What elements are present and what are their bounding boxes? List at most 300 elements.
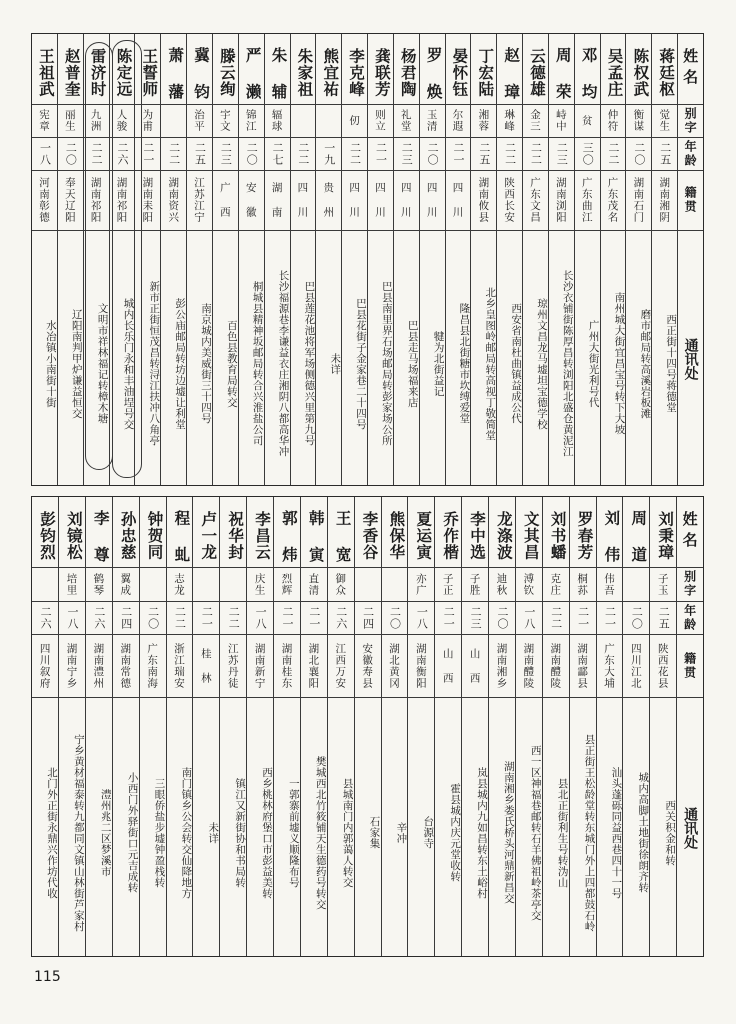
record-column — [112, 497, 139, 956]
record-name: 王祖武 — [36, 48, 56, 98]
record-column — [273, 497, 300, 956]
record-name: 蒋廷枢 — [657, 48, 677, 98]
record-address: 琼州文昌龙马墟坦宝德学校 — [535, 297, 548, 430]
record-age: 一八 — [65, 605, 79, 630]
record-alias: 琳峰 — [503, 109, 516, 132]
record-origin: 四川叙府 — [38, 642, 51, 689]
record-alias: 御众 — [334, 572, 347, 596]
record-column — [192, 497, 219, 956]
record-alias: 鹤琴 — [92, 572, 105, 596]
record-column — [470, 34, 496, 485]
record-column — [109, 34, 135, 485]
record-origin: 安徽寿县 — [361, 642, 374, 689]
record-address: 澧州兆二区梦溪市 — [99, 788, 112, 877]
record-column — [160, 34, 186, 485]
record-column — [407, 497, 434, 956]
record-origin: 四 川 — [296, 182, 309, 218]
record-origin: 贵 州 — [322, 182, 335, 218]
record-column — [625, 34, 651, 485]
record-age: 二一 — [451, 141, 465, 166]
record-alias: 觉生 — [658, 109, 671, 132]
record-column — [139, 497, 166, 956]
record-alias: 峙中 — [554, 109, 567, 132]
record-alias: 衡谋 — [632, 109, 645, 132]
record-name: 晏怀钰 — [450, 48, 470, 98]
top-table-columns — [32, 34, 703, 485]
record-column — [58, 497, 85, 956]
record-address: 北门外正街永鼎兴作坊代收 — [46, 766, 58, 899]
record-alias: 人骏 — [115, 109, 128, 132]
record-column — [212, 34, 238, 485]
record-address: 南州城大街宜昌宝号转下大坡 — [613, 292, 626, 435]
record-column — [341, 34, 367, 485]
record-age: 二〇 — [245, 141, 259, 166]
record-alias: 贫 — [580, 114, 593, 127]
record-name: 赵 璋 — [502, 46, 522, 100]
header-alias: 别字 — [683, 106, 698, 135]
record-age: 二〇 — [495, 605, 509, 630]
record-age: 一八 — [38, 141, 52, 166]
record-age: 二六 — [334, 605, 348, 630]
record-origin: 湖南澧州 — [92, 642, 105, 689]
record-name: 刘镜松 — [64, 511, 84, 561]
record-origin: 江苏江宁 — [193, 177, 206, 223]
record-origin: 湖南桂东 — [280, 642, 293, 689]
record-address: 巴县花街子金家巷二十四号 — [355, 297, 368, 430]
record-column — [264, 34, 290, 485]
record-age: 二六 — [39, 605, 53, 630]
record-alias — [140, 567, 166, 601]
record-alias: 宇文 — [218, 109, 231, 132]
record-name: 朱 辅 — [269, 46, 289, 100]
record-origin: 广东茂名 — [606, 177, 619, 223]
record-address: 岚县城内九如昌转东土峪村 — [476, 766, 488, 899]
record-column — [649, 497, 676, 956]
record-address: 湖南湘乡娄氏桥头河鼎新昌交 — [502, 761, 515, 904]
record-address: 桐城县精神坂邮局转合兴淮盐公司 — [251, 281, 264, 446]
record-origin: 广 西 — [218, 182, 231, 218]
record-address: 北乡皇图岭邮局转高视丁敬简堂 — [484, 286, 497, 441]
record-name: 王誓师 — [140, 48, 160, 98]
record-address: 犍为北街益记 — [432, 330, 445, 397]
record-origin: 湖北黄冈 — [387, 642, 400, 689]
record-address: 辛冲 — [395, 821, 408, 844]
record-alias: 志龙 — [172, 572, 185, 596]
record-name: 龚联芳 — [372, 48, 392, 98]
bottom-table-columns — [32, 497, 703, 956]
record-age: 二二 — [529, 141, 543, 166]
record-age: 二二 — [296, 141, 310, 166]
record-name: 丁宏陆 — [476, 48, 496, 98]
record-name: 熊宜祐 — [321, 48, 341, 98]
record-origin: 四 川 — [451, 182, 464, 218]
divider — [32, 567, 703, 568]
record-alias: 尔遐 — [451, 109, 464, 132]
record-age: 二〇 — [64, 141, 78, 166]
record-origin: 奉天辽阳 — [63, 177, 76, 223]
record-address: 磨市邮局转高溪岩板滩 — [639, 308, 652, 419]
record-address: 新市正街恒茂昌转浔江扶冲八角亭 — [148, 281, 161, 446]
record-name: 彭钧烈 — [38, 511, 57, 561]
record-age: 二五 — [658, 141, 672, 166]
record-name: 罗 焕 — [424, 46, 444, 100]
record-age: 二二 — [90, 141, 104, 166]
record-alias: 迪秋 — [495, 572, 508, 596]
header-address: 通讯处 — [682, 806, 699, 849]
record-column — [496, 34, 522, 485]
header-name: 姓名 — [680, 511, 699, 553]
record-column — [367, 34, 393, 485]
record-age: 二一 — [603, 605, 617, 630]
record-address: 长沙衣铺街陈厚昌转浏阳北盛仓黄泥江 — [561, 270, 574, 457]
record-address: 南门镇乡公会转交仙降地方 — [180, 766, 193, 899]
record-column — [32, 497, 58, 956]
record-column — [419, 34, 445, 485]
record-address: 小西门外驿街口元吉成转 — [126, 772, 139, 893]
record-column — [300, 497, 327, 956]
record-name: 祝华封 — [226, 511, 246, 561]
record-alias: 子正 — [441, 572, 454, 596]
divider — [32, 230, 703, 231]
record-alias: 培里 — [65, 572, 78, 596]
record-column — [434, 497, 461, 956]
record-address: 辽阳南判甲炉谦益恒交 — [70, 308, 83, 419]
header-address: 通讯处 — [682, 337, 699, 380]
record-column — [315, 34, 341, 485]
record-age: 二一 — [200, 605, 214, 630]
record-alias: 桐荪 — [576, 572, 589, 596]
record-column — [290, 34, 316, 485]
record-address: 镇江又新街协和书局转 — [234, 777, 247, 888]
record-age: 二四 — [361, 605, 375, 630]
record-origin: 湖北襄阳 — [307, 642, 320, 689]
record-name: 雷济时 — [88, 48, 108, 98]
record-origin: 湖南石门 — [632, 177, 645, 223]
record-column — [574, 34, 600, 485]
record-alias: 伟吾 — [602, 572, 615, 596]
record-name: 韩 寅 — [306, 509, 326, 563]
record-origin: 湖南攸县 — [477, 177, 490, 223]
record-alias: 治平 — [193, 109, 206, 132]
record-address: 县正街王松龄堂转东城门外上四都鼓石岭 — [583, 733, 596, 932]
record-alias: 克庄 — [549, 572, 562, 596]
record-alias: 庆生 — [253, 572, 266, 596]
record-name: 卢一龙 — [199, 511, 219, 561]
record-age: 二二 — [549, 605, 563, 630]
record-address: 城内高脚土地街徐朗齐转 — [637, 772, 650, 893]
record-origin: 湖南祁阳 — [115, 177, 128, 223]
record-name: 乔作楷 — [441, 511, 461, 561]
record-origin: 湖南耒阳 — [141, 177, 154, 223]
record-name: 云德雄 — [527, 48, 547, 98]
record-name: 李克峰 — [347, 48, 367, 98]
record-origin: 广东曲江 — [580, 177, 593, 223]
header-origin: 籍贯 — [682, 651, 697, 680]
record-age: 二四 — [119, 605, 133, 630]
record-age: 二〇 — [630, 605, 644, 630]
record-name: 王 宽 — [333, 509, 353, 563]
record-origin: 四 川 — [425, 182, 438, 218]
record-origin: 湖南醴陵 — [549, 642, 562, 689]
record-origin: 四 川 — [348, 182, 361, 218]
record-name: 夏运寅 — [414, 511, 434, 561]
record-column — [354, 497, 381, 956]
record-age: 二五 — [477, 141, 491, 166]
record-origin: 四 川 — [399, 182, 412, 218]
record-address: 文明市祥林福记转樟木塘 — [96, 303, 109, 424]
record-alias: 玉清 — [425, 109, 438, 132]
record-name: 文其昌 — [521, 511, 541, 561]
record-address: 南京城内美威街三十四号 — [199, 303, 212, 424]
record-origin: 湖南湘阴 — [658, 177, 671, 223]
record-age: 二二 — [173, 605, 187, 630]
record-alias: 仞 — [348, 114, 361, 127]
record-name: 朱家祖 — [295, 48, 315, 98]
record-column — [488, 497, 515, 956]
record-address: 西一区神福巷邮转石羊佛祖岭茶亭交 — [529, 744, 542, 921]
divider — [32, 137, 703, 138]
record-address: 西安省南杜曲镇益成公代 — [510, 303, 523, 424]
record-age: 二三 — [400, 141, 414, 166]
record-column — [381, 497, 408, 956]
record-alias — [382, 567, 408, 601]
record-name: 冀 钧 — [191, 46, 211, 100]
record-age: 二一 — [141, 141, 155, 166]
record-address: 石家集 — [368, 816, 381, 849]
divider — [32, 601, 703, 602]
record-age: 二二 — [227, 605, 241, 630]
record-alias: 烈辉 — [280, 572, 293, 596]
record-alias: 丽生 — [63, 109, 76, 132]
bottom-table — [31, 496, 704, 957]
record-alias: 辐球 — [270, 109, 283, 132]
record-address: 巴县走马场福来店 — [406, 319, 419, 408]
record-alias — [291, 104, 316, 137]
record-column — [166, 497, 193, 956]
record-column — [651, 34, 677, 485]
record-origin: 陕西花县 — [656, 642, 669, 689]
record-column — [596, 497, 623, 956]
record-age: 二二 — [348, 141, 362, 166]
record-alias: 翼成 — [119, 572, 132, 596]
record-age: 一八 — [522, 605, 536, 630]
record-age: 二〇 — [632, 141, 646, 166]
record-origin: 湖南湘乡 — [495, 642, 508, 689]
divider — [32, 104, 703, 105]
record-name: 孙忠慈 — [118, 511, 138, 561]
record-age: 二〇 — [426, 141, 440, 166]
header-age: 年龄 — [682, 603, 697, 632]
record-age: 二一 — [442, 605, 456, 630]
record-column — [83, 34, 109, 485]
record-origin: 广东文昌 — [529, 177, 542, 223]
record-name: 陈权武 — [631, 48, 651, 98]
record-age: 一九 — [322, 141, 336, 166]
record-name: 李香谷 — [360, 511, 380, 561]
record-address: 霍县城内庆元堂收转 — [449, 783, 462, 882]
page-number: 115 — [34, 969, 61, 985]
record-address: 广州大街光利号代 — [587, 319, 600, 408]
record-age: 二一 — [374, 141, 388, 166]
record-origin: 江西万安 — [334, 642, 347, 689]
record-address: 彭公庙邮局转坊边墟让利堂 — [174, 297, 187, 430]
record-column — [461, 497, 488, 956]
record-origin: 湖南常德 — [119, 642, 132, 689]
record-name: 陈定远 — [114, 48, 134, 98]
record-column — [246, 497, 273, 956]
record-column — [445, 34, 471, 485]
record-column — [186, 34, 212, 485]
record-alias: 仲符 — [606, 109, 619, 132]
record-address: 汕头蓬砾同益西巷四十一号 — [610, 766, 623, 899]
record-name: 李 尊 — [91, 509, 111, 563]
record-origin: 湖南衡阳 — [414, 642, 427, 689]
header-column — [677, 34, 703, 485]
record-column — [219, 497, 246, 956]
record-age: 二六 — [116, 141, 130, 166]
record-address: 未详 — [207, 821, 220, 844]
header-name: 姓名 — [681, 48, 700, 90]
record-alias: 则立 — [373, 109, 386, 132]
record-alias — [220, 567, 246, 601]
record-column — [542, 497, 569, 956]
record-alias: 湘蓉 — [477, 109, 490, 132]
record-alias — [161, 104, 186, 137]
record-column — [57, 34, 83, 485]
record-age: 二五 — [657, 605, 671, 630]
record-address: 县北正街利生号转沩山 — [556, 777, 569, 888]
record-name: 刘 伟 — [602, 509, 622, 563]
header-age: 年龄 — [683, 139, 698, 168]
record-alias: 礼堂 — [399, 109, 412, 132]
record-column — [134, 34, 160, 485]
record-age: 二三 — [219, 141, 233, 166]
header-alias: 别字 — [682, 570, 697, 598]
record-column — [238, 34, 264, 485]
record-alias — [193, 567, 219, 601]
record-age: 二三 — [555, 141, 569, 166]
record-age: 二五 — [193, 141, 207, 166]
record-age: 二一 — [280, 605, 294, 630]
record-origin: 山 西 — [468, 647, 481, 684]
record-age: 二三 — [469, 605, 483, 630]
record-name: 李昌云 — [253, 511, 272, 561]
record-origin: 四 川 — [373, 182, 386, 218]
record-address: 西乡桃林府堡口市彭益美转 — [261, 766, 273, 899]
record-column — [569, 497, 596, 956]
record-alias: 亦广 — [414, 572, 427, 596]
header-origin: 籍贯 — [683, 186, 698, 214]
record-alias: 锦江 — [244, 109, 257, 132]
record-origin: 河南彰德 — [37, 177, 50, 223]
record-column — [327, 497, 354, 956]
record-address: 百色县教育局转交 — [225, 319, 238, 408]
divider — [32, 697, 703, 698]
record-origin: 湖 南 — [270, 182, 283, 218]
record-origin: 湖南新宁 — [253, 642, 266, 689]
record-origin: 广东大埔 — [602, 642, 615, 689]
record-address: 巴县莲花池将军场侧德兴里第九号 — [303, 281, 316, 446]
record-address: 西正街十四号蒋德堂 — [665, 314, 678, 413]
record-name: 邓 均 — [579, 46, 599, 100]
record-origin: 湖南醴陵 — [522, 642, 535, 689]
record-name: 滕云绚 — [217, 48, 237, 98]
record-origin: 广东南海 — [146, 642, 159, 689]
record-name: 严 濑 — [243, 46, 263, 100]
divider — [32, 170, 703, 171]
record-address: 巴县南里界石场邮局转彭家场公所 — [380, 281, 393, 446]
record-address: 城内长乐门永和丰油埕号交 — [122, 297, 135, 430]
record-origin: 湖南浏阳 — [554, 177, 567, 223]
record-origin: 湖南祁阳 — [89, 177, 102, 223]
record-origin: 四川江北 — [629, 642, 642, 689]
record-address: 台源寺 — [422, 816, 435, 849]
record-address: 未详 — [329, 352, 342, 375]
record-address: 隆昌县北街糖市坎缚爱堂 — [458, 303, 471, 424]
record-name: 龙涤波 — [494, 511, 514, 561]
record-origin: 安 徽 — [244, 182, 257, 218]
record-age: 三〇 — [581, 141, 595, 166]
record-column — [600, 34, 626, 485]
record-column — [515, 497, 542, 956]
record-name: 刘书蟠 — [548, 511, 568, 561]
record-name: 赵普奎 — [62, 48, 82, 98]
record-address: 西关积金和转 — [664, 799, 677, 866]
record-column — [393, 34, 419, 485]
record-name: 吴孟庄 — [605, 48, 625, 98]
record-age: 二一 — [576, 605, 590, 630]
record-alias: 直清 — [307, 572, 320, 596]
record-age: 二一 — [307, 605, 321, 630]
record-age: 二二 — [503, 141, 517, 166]
record-name: 萧 藩 — [166, 46, 186, 100]
record-name: 杨君陶 — [398, 48, 418, 98]
record-name: 罗春芳 — [575, 511, 595, 561]
top-table — [31, 33, 704, 486]
record-alias — [316, 104, 341, 137]
record-alias — [355, 567, 381, 601]
record-origin: 山 西 — [441, 647, 454, 684]
record-name: 郭 炜 — [279, 509, 299, 563]
record-address: 县城南门内郭蔼人转交 — [341, 777, 354, 888]
record-address: 长沙福源巷李谦益衣庄湘阴八都高华冲 — [277, 270, 290, 457]
record-column — [522, 34, 548, 485]
record-origin: 江苏丹徒 — [226, 642, 239, 689]
header-column — [676, 497, 703, 956]
record-address: 樊城西北竹筱铺天生德药号转交 — [314, 755, 327, 910]
record-name: 周 道 — [629, 509, 649, 563]
record-address: 三眼侨盐步墟钟盈栈转 — [153, 777, 166, 888]
record-age: 一八 — [415, 605, 429, 630]
record-address: 水冶镇小南街十街 — [44, 319, 57, 408]
record-origin: 湖南资兴 — [167, 177, 180, 223]
record-alias: 为甫 — [141, 109, 154, 132]
record-name: 周 荣 — [553, 46, 573, 100]
record-alias: 子胜 — [468, 572, 481, 596]
record-alias: 子玉 — [656, 572, 669, 596]
record-origin: 桂 林 — [199, 647, 212, 684]
record-alias — [623, 567, 649, 601]
record-alias: 宪章 — [37, 109, 50, 132]
record-column — [548, 34, 574, 485]
record-alias — [32, 567, 58, 601]
record-column — [85, 497, 112, 956]
record-name: 李中选 — [468, 511, 487, 561]
record-age: 二〇 — [146, 605, 160, 630]
record-name: 程 虬 — [172, 509, 192, 563]
record-name: 钟贺同 — [145, 511, 165, 561]
record-age: 二七 — [271, 141, 285, 166]
